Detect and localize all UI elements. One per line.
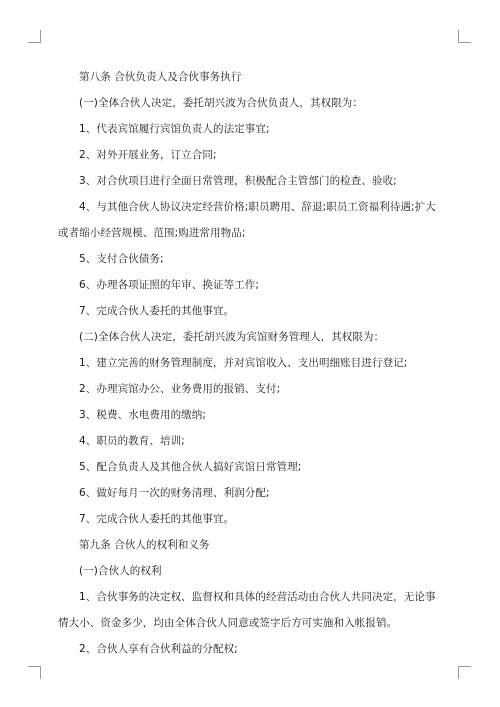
list-item: 4、与其他合伙人协议决定经营价格;职员聘用、辞退;职员工资福利待遇;扩大或者缩小经营规模、范围;购进常用物品; <box>58 201 436 239</box>
top-left-margin-mark <box>28 30 41 43</box>
list-item: 5、配合负责人及其他合伙人搞好宾馆日常管理; <box>79 461 302 473</box>
section-heading: (二)全体合伙人决定，委托胡兴波为宾馆财务管理人，其权限为： <box>79 331 385 343</box>
list-item: 1、代表宾馆履行宾馆负责人的法定事宜; <box>79 123 270 135</box>
article-heading: 第八条 合伙负责人及合伙事务执行 <box>79 71 242 83</box>
list-item: 3、对合伙项目进行全面日常管理，积极配合主管部门的检查、验收; <box>79 175 397 187</box>
bottom-right-margin-mark <box>458 666 471 679</box>
top-right-margin-mark <box>458 30 471 43</box>
list-item: 5、支付合伙债务; <box>79 253 164 265</box>
section-heading: (一)全体合伙人决定，委托胡兴波为合伙负责人，其权限为： <box>79 97 363 109</box>
section-heading: (一)合伙人的权利 <box>79 565 162 577</box>
list-item: 6、办理各项证照的年审、换证等工作; <box>79 279 260 291</box>
list-item: 2、合伙人享有合伙利益的分配权; <box>79 643 238 655</box>
list-item: 1、合伙事务的决定权、监督权和具体的经营活动由合伙人共同决定，无论事情大小、资金多少，均由全体合伙人同意或签字后方可实施和入帐报销。 <box>58 591 436 629</box>
list-item: 7、完成合伙人委托的其他事宜。 <box>79 305 235 317</box>
list-item: 3、税费、水电费用的缴纳; <box>79 409 207 421</box>
list-item: 2、对外开展业务，订立合同; <box>79 149 217 161</box>
list-item: 4、职员的教育、培训; <box>79 435 185 447</box>
document-body <box>58 64 442 662</box>
list-item: 7、完成合伙人委托的其他事宜。 <box>79 513 235 525</box>
list-item: 6、做好每月一次的财务清理、利润分配; <box>79 487 270 499</box>
article-heading: 第九条 合伙人的权利和义务 <box>79 539 210 551</box>
list-item: 1、建立完善的财务管理制度，并对宾馆收入、支出明细账目进行登记; <box>79 357 408 369</box>
list-item: 2、办理宾馆办公、业务费用的报销、支付; <box>79 383 281 395</box>
bottom-left-margin-mark <box>28 666 41 679</box>
